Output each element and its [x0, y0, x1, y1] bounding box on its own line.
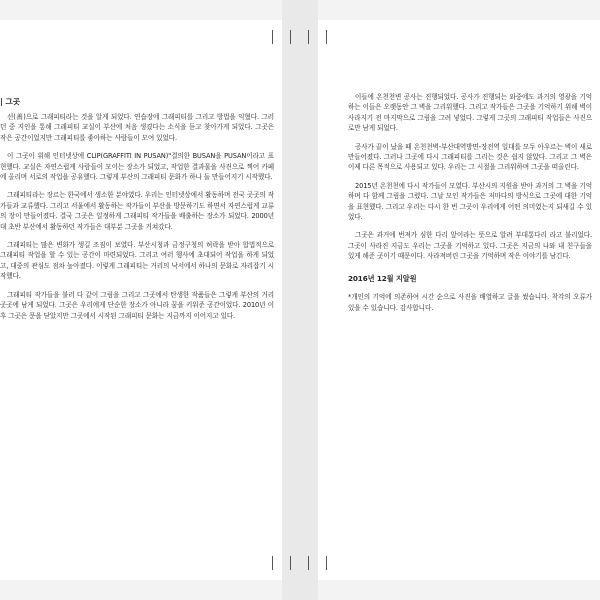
page-gutter: [282, 0, 318, 600]
crop-mark: [290, 556, 291, 570]
crop-mark: [308, 556, 309, 570]
crop-mark: [326, 30, 327, 44]
right-page: [318, 20, 600, 580]
section-heading: | 그곳: [0, 97, 21, 106]
left-paragraph: 그래피티라는 장르는 한국에서 생소한 분야였다. 우리는 인터넷상에서 활동하며 전국 곳곳의 작가들과 교류했다. 그리고 서울에서 활동하는 작가들이 부산을 방문하기도 하면서 자연스럽게 교류의 장이 만들어졌다. 결국 그곳은 일정하게 그래피티 작가들을 배출하는 장소가 되었다. 2000년대 초반 부산에서 활동하던 작가들은 대부분 그곳을 거쳐갔다.: [0, 191, 274, 231]
left-text-column: [0, 112, 274, 329]
right-paragraph: 그곳은 과거에 번져가 심한 다리 앞이라는 뜻으로 알려 부대통다리 라고 불리었다. 그곳이 사라진 지금도 우리는 그곳을 기억하고 있다. 그곳은 지금의 나와 내 친구들을 있게 해준 곳이기 때문이다. 사라져버린 그곳을 기억하며 작은 이야기를 남긴다.: [348, 231, 592, 261]
right-paragraph: 이들에 온천천변 공사는 진행되었다. 공사가 진행되는 와중에도 과거의 영광을 기억하는 이들은 오랫동안 그 벽을 그리워했다. 그리고 작가들은 그곳을 기억하기 위해 벽이 사라지기 전 마지막으로 그림을 그려 넣었다. 그렇게 그곳의 그래피티 작업들은 사진으로만 남게 되었다.: [348, 93, 592, 133]
crop-mark: [308, 30, 309, 44]
crop-mark: [326, 556, 327, 570]
right-text-column: [348, 92, 592, 313]
left-page: [0, 20, 282, 580]
right-paragraph: 공사가 끝이 났을 때 온천천벽-부산대역방면-장전역 일대를 모두 아우르는 벽이 새로 만들어졌다. 그러나 그곳에 다시 그래피티를 그리는 것은 쉽지 않았다. 그리고 그 벽은 이제 다른 목적으로 사용되고 있다. 우리는 그 시절을 그리워하며 그곳을 떠올린다.: [348, 142, 592, 172]
footnote: *개인의 기억에 의존하여 시간 순으로 사진을 배열하고 글을 썼습니다. 착각의 오류가 있을 수 있습니다. 감사합니다.: [348, 293, 592, 312]
crop-mark: [272, 556, 273, 570]
crop-mark: [290, 30, 291, 44]
left-paragraph: 이 그곳이 위해 인터넷상에 CLIP(GRAFFITI IN PUSAN)"결의한 BUSAN을 PUSAN이라고 표현했다. 교실은 자연스럽게 사람들이 모이는 장소가 되었고, 작업한 결과물을 사진으로 찍어 카페에 올리며 서로의 작업을 공유했다. 그렇게 부산의 그래피티 문화가 하나 둘 만들어지기 시작했다.: [0, 152, 274, 182]
left-paragraph: 그래피티는 많은 변화가 생길 조짐이 보였다. 부산시청과 금정구청의 허락을 받아 합법적으로 그래피티 작업을 할 수 있는 공간이 마련되었다. 그리고 여러 행사에 초대되어 작업을 하게 되었고, 대중의 관심도 점차 높아졌다. 이렇게 그래피티는 거리의 낙서에서 하나의 문화로 자리잡기 시작했다.: [0, 241, 274, 281]
left-paragraph: 선(善)으로 그래피티라는 것을 알게 되었다. 연습장에 그래피티를 그리고 방법을 익혔다. 그러던 중 지인을 통해 그래피티 교실이 부산에 처음 생겼다는 소식을 듣고 찾아가게 되었다. 그곳은 작은 공간이었지만 그래피티를 좋아하는 사람들이 모여 있었다.: [0, 113, 274, 142]
crop-mark: [272, 30, 273, 44]
date-heading: 2016년 12월 지알원: [348, 273, 417, 283]
left-paragraph: 그래피티 작가들을 불러 다 같이 그림을 그리고 그곳에서 탄생한 작품들은 그렇게 부산의 거리 곳곳에 남게 되었다. 그곳은 우리에게 단순한 장소가 아니라 꿈을 키워준 공간이었다. 2010년 이후 그곳은 문을 닫았지만 그곳에서 시작된 그래피티 문화는 지금까지 이어지고 있다.: [0, 290, 274, 320]
right-paragraph: 2015년 온천천에 다시 작가들이 모였다. 부산시의 지원을 받아 과거의 그 벽을 기억하며 다 함께 그림을 그렸다. 그날 모인 작가들은 저마다의 방식으로 그곳에 대한 기억을 표현했다. 그리고 우리는 다시 한 번 그곳이 우리에게 어떤 의미였는지 되새길 수 있었다.: [348, 181, 592, 222]
